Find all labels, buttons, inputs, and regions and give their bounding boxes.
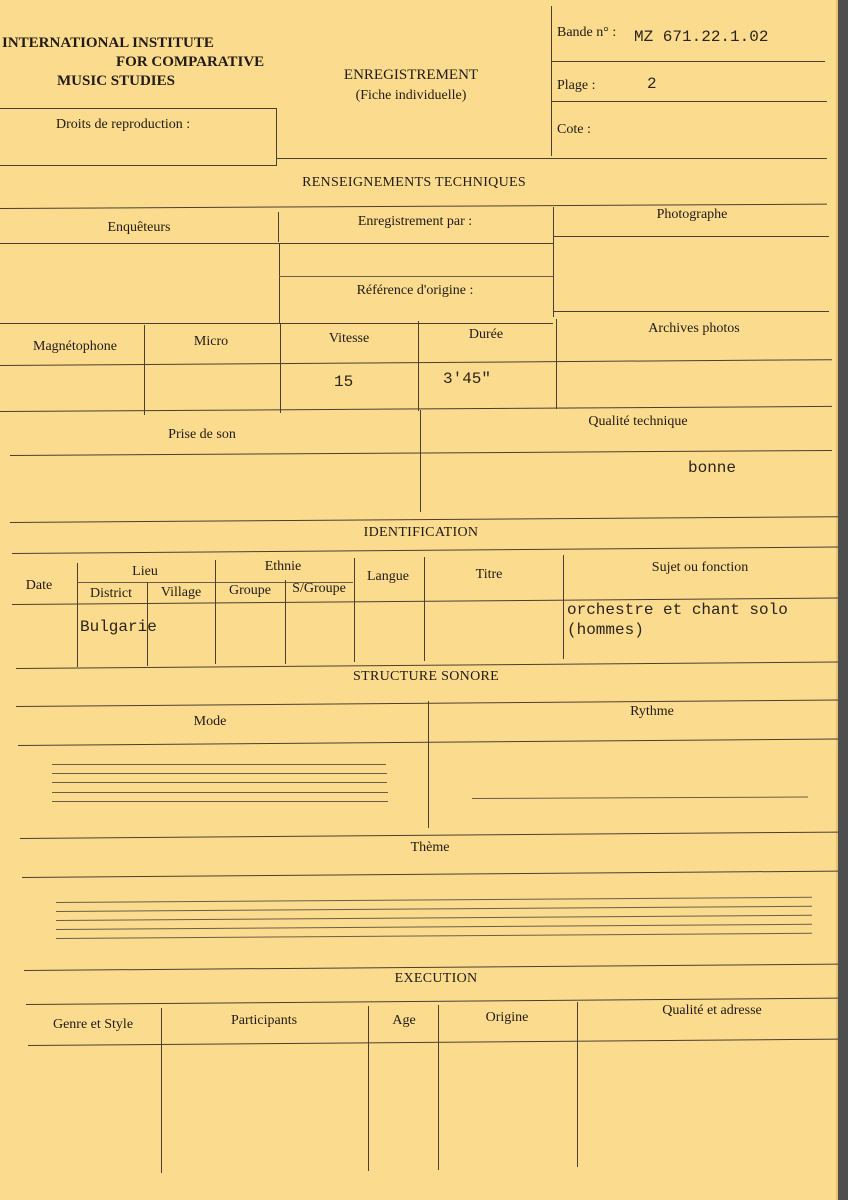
sgroupe-label: S/Groupe [292,581,346,596]
district-value: Bulgarie [80,618,157,636]
origine-label: Origine [485,1010,529,1025]
sujet-label: Sujet ou fonction [651,560,749,575]
enregistrement-par-label: Enregistrement par : [357,214,473,229]
duree-label: Durée [468,327,504,342]
institute-line-3: MUSIC STUDIES [57,73,175,89]
photographe-label: Photographe [656,207,728,222]
institute-line-2: FOR COMPARATIVE [116,54,265,70]
micro-label: Micro [193,334,229,349]
theme-label: Thème [410,840,450,855]
qualite-technique-label: Qualité technique [588,414,688,429]
plage-label: Plage : [557,78,596,93]
groupe-label: Groupe [229,583,271,598]
duree-value: 3'45" [443,370,492,388]
cote-label: Cote : [557,122,591,137]
district-label: District [90,586,132,601]
reference-label: Référence d'origine : [356,283,474,298]
sujet-value-line-1: orchestre et chant solo [567,601,788,619]
technique-heading: RENSEIGNEMENTS TECHNIQUES [302,175,526,190]
titre-label: Titre [475,567,503,582]
vitesse-value: 15 [334,373,354,391]
execution-heading: EXECUTION [394,971,478,986]
genre-label: Genre et Style [52,1017,134,1032]
rythme-label: Rythme [630,704,674,719]
mode-label: Mode [193,714,227,729]
qualite-adresse-label: Qualité et adresse [662,1003,762,1018]
vitesse-label: Vitesse [328,331,370,346]
langue-label: Langue [367,569,409,584]
form-subtitle: (Fiche individuelle) [355,88,467,103]
ethnie-label: Ethnie [264,559,302,574]
sujet-value-line-2: (hommes) [567,621,644,639]
village-label: Village [160,585,202,600]
bande-label: Bande n° : [557,25,617,40]
form-title: ENREGISTREMENT [343,67,479,83]
plage-value: 2 [647,75,657,93]
age-label: Age [392,1013,416,1028]
droits-label: Droits de reproduction : [56,117,191,132]
lieu-label: Lieu [132,564,158,579]
prise-de-son-label: Prise de son [168,427,236,442]
archives-label: Archives photos [648,321,740,336]
identification-heading: IDENTIFICATION [363,525,479,540]
magnetophone-label: Magnétophone [33,339,117,354]
structure-heading: STRUCTURE SONORE [353,669,499,684]
institute-line-1: INTERNATIONAL INSTITUTE [2,35,214,51]
bande-value: MZ 671.22.1.02 [634,28,769,46]
date-label: Date [25,578,53,593]
participants-label: Participants [230,1013,298,1028]
qualite-value: bonne [688,459,737,477]
enqueteurs-label: Enquêteurs [107,220,171,235]
